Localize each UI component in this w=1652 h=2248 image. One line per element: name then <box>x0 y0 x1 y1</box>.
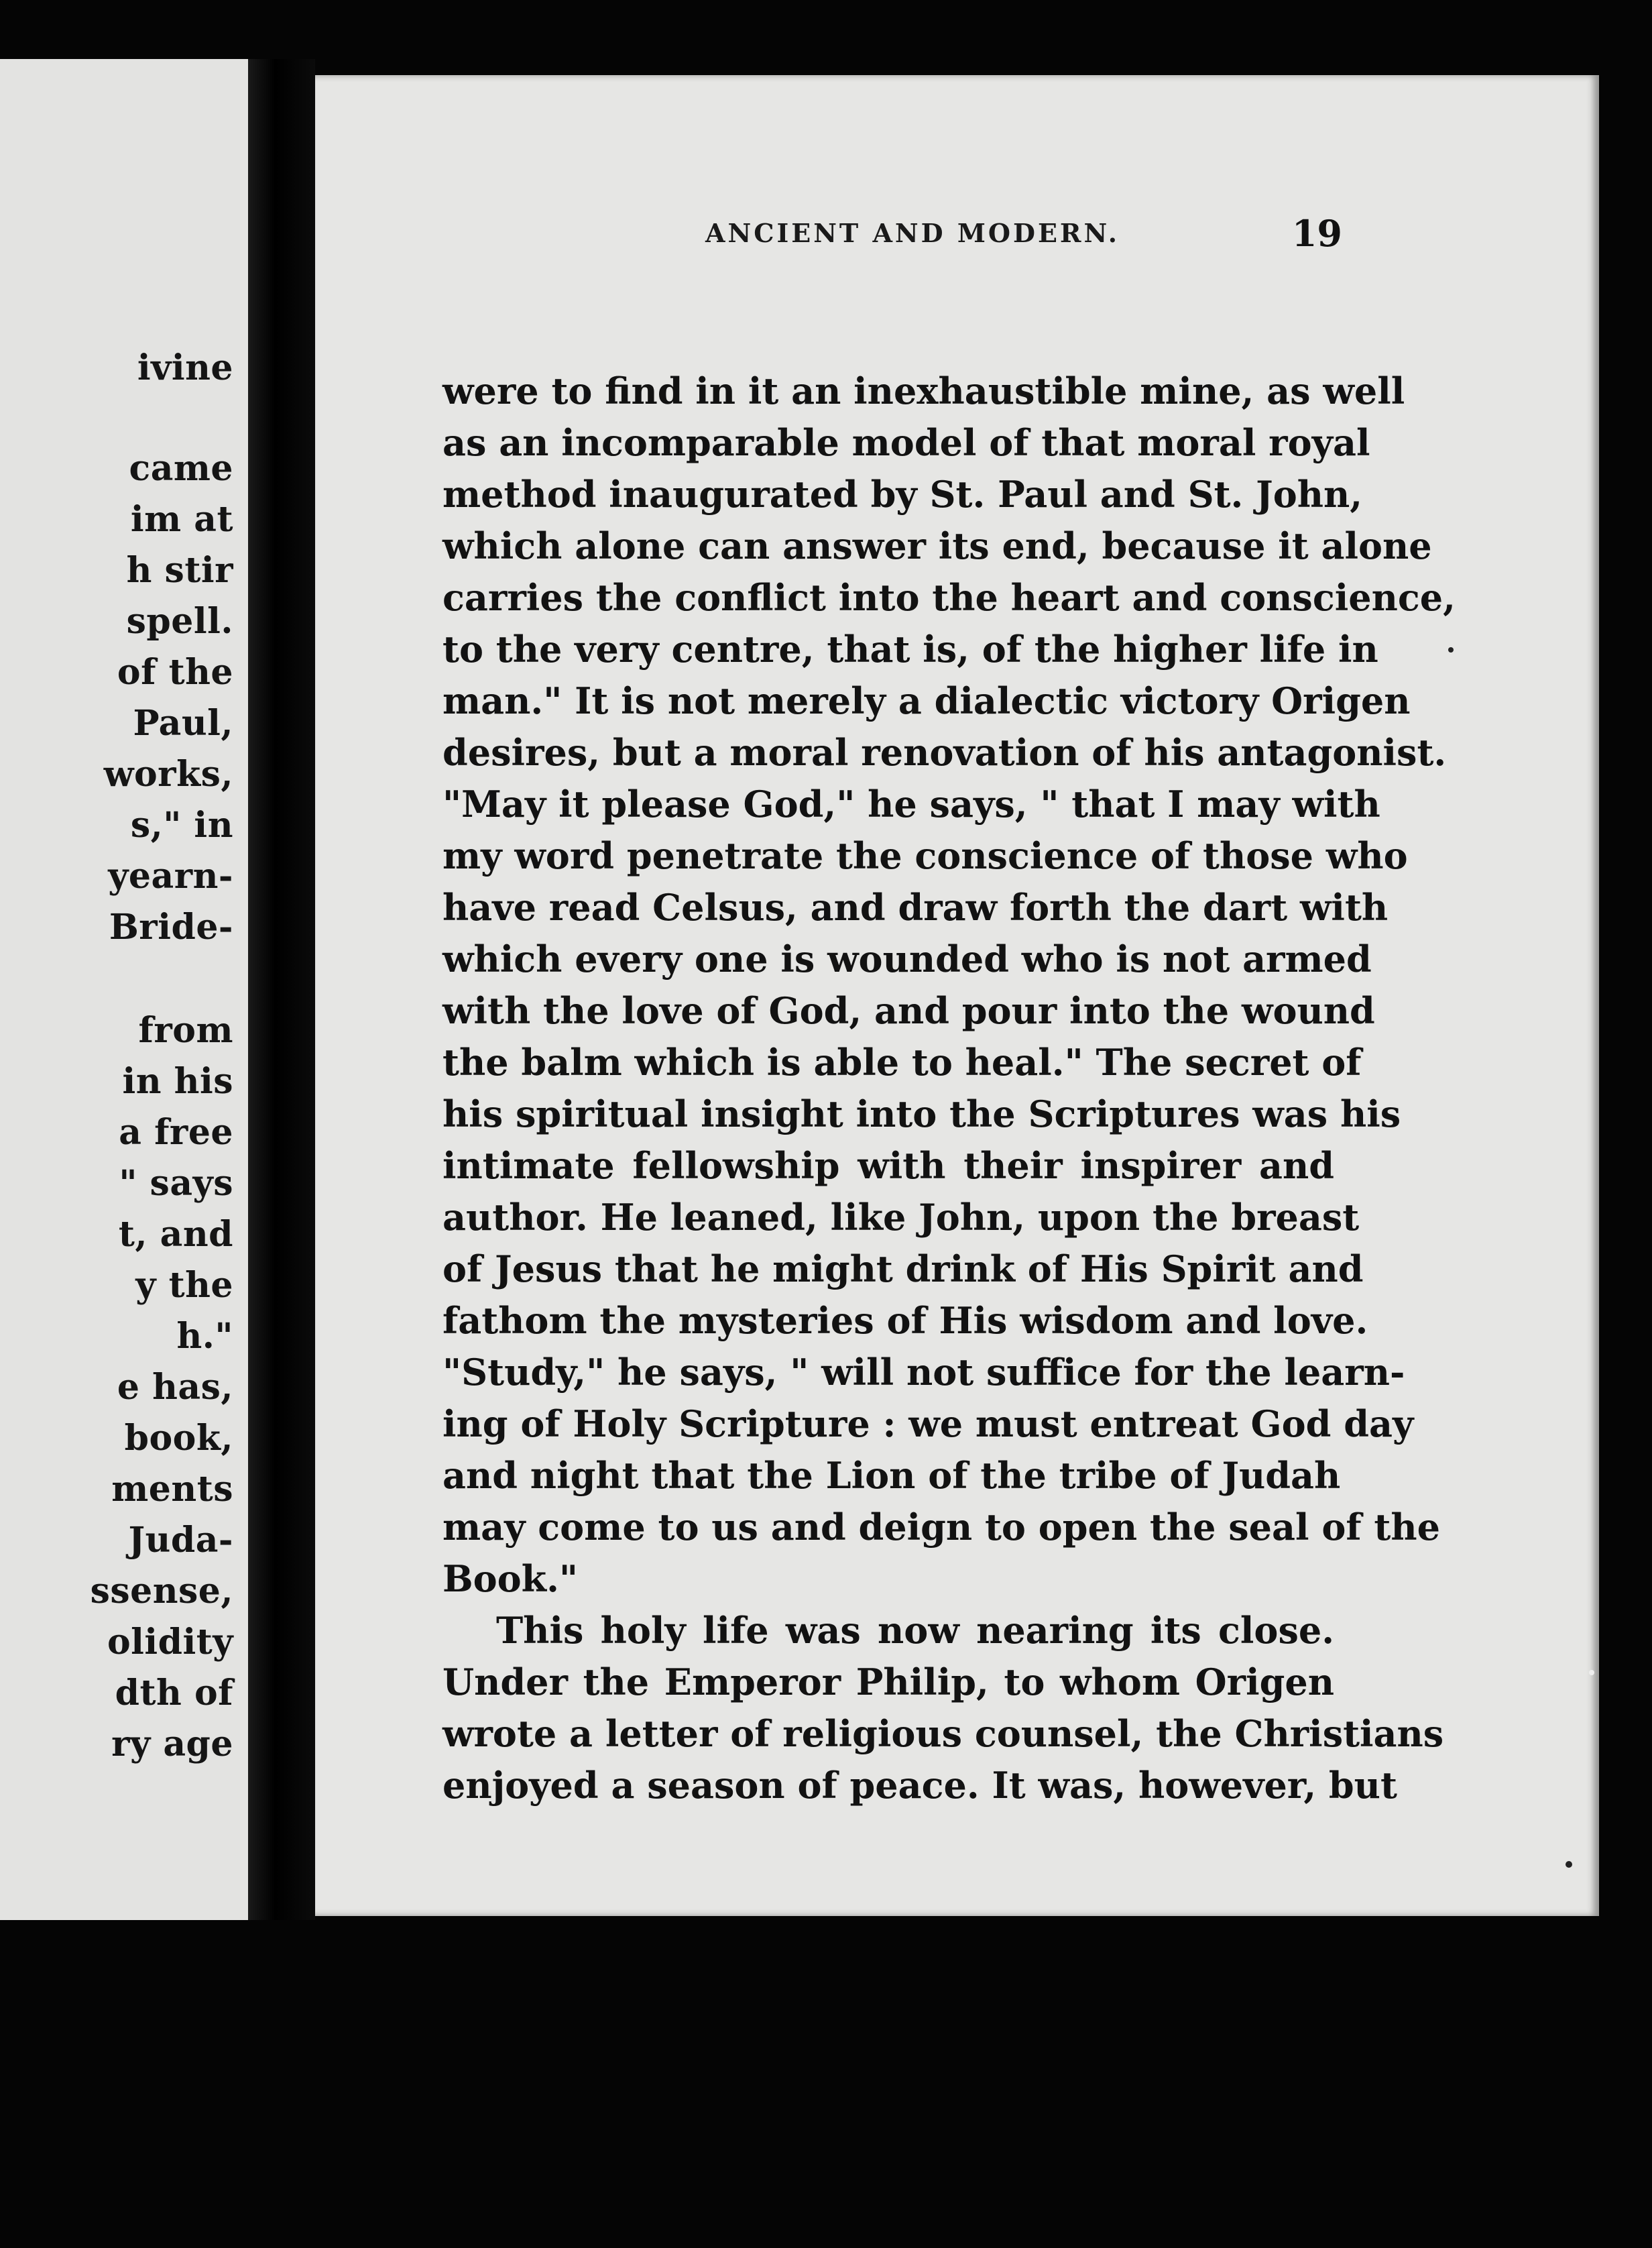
left-text-fragment: ments <box>111 1469 233 1510</box>
left-text-fragment: spell. <box>126 601 233 642</box>
left-text-fragment: s," in <box>130 805 233 846</box>
text-line: may come to us and deign to open the seal of the <box>442 1506 1440 1549</box>
text-line: carries the conflict into the heart and conscience, <box>442 576 1456 619</box>
left-text-fragment: works, <box>103 754 233 795</box>
book-gutter <box>248 59 315 1920</box>
paper-speck <box>1566 1861 1572 1868</box>
text-line: the balm which is able to heal." The secret of <box>442 1041 1362 1084</box>
left-text-fragment: dth of <box>115 1673 233 1713</box>
text-line: Book." <box>442 1557 579 1600</box>
text-line: were to find in it an inexhaustible mine, as well <box>442 370 1405 412</box>
text-line: intimate fellowship with their inspirer and <box>442 1144 1334 1187</box>
left-text-fragment: olidity <box>107 1622 233 1663</box>
left-text-fragment: ry age <box>111 1724 233 1764</box>
left-text-fragment: e has, <box>117 1367 233 1408</box>
page-header <box>390 203 1342 264</box>
text-line: "Study," he says, " will not suffice for the learn- <box>442 1351 1405 1394</box>
left-text-fragment: a free <box>119 1112 233 1153</box>
text-line: my word penetrate the conscience of those who <box>442 834 1408 877</box>
text-line: and night that the Lion of the tribe of Judah <box>442 1454 1341 1497</box>
left-text-fragment: " says <box>119 1163 233 1204</box>
left-text-fragment: from <box>138 1010 233 1051</box>
text-line: fathom the mysteries of His wisdom and love. <box>442 1299 1368 1342</box>
text-line: his spiritual insight into the Scriptures was his <box>442 1092 1401 1135</box>
left-text-fragment: came <box>129 448 233 489</box>
left-text-fragment: in his <box>122 1061 233 1102</box>
left-text-fragment: y the <box>135 1265 233 1306</box>
text-line: method inaugurated by St. Paul and St. John, <box>442 473 1363 516</box>
text-line: with the love of God, and pour into the wound <box>442 989 1375 1032</box>
left-text-fragment: of the <box>117 652 233 693</box>
left-text-fragment: yearn- <box>108 856 233 897</box>
text-line: wrote a letter of religious counsel, the Christians <box>442 1712 1444 1755</box>
left-text-fragment: im at <box>130 499 233 540</box>
left-text-fragment: Paul, <box>133 703 233 744</box>
paper-speck <box>1589 1670 1594 1675</box>
left-text-fragment: ssense, <box>90 1571 233 1612</box>
left-text-fragment: Bride- <box>109 907 233 948</box>
left-text-fragment: h." <box>176 1316 233 1357</box>
text-line: This holy life was now nearing its close. <box>496 1609 1334 1652</box>
text-line: as an incomparable model of that moral royal <box>442 421 1370 464</box>
text-line: ing of Holy Scripture : we must entreat God day <box>442 1402 1414 1445</box>
left-text-fragment: Juda- <box>128 1520 233 1561</box>
text-line: which alone can answer its end, because it alone <box>442 524 1432 567</box>
text-line: Under the Emperor Philip, to whom Origen <box>442 1661 1334 1703</box>
text-line: "May it please God," he says, " that I may with <box>442 783 1380 826</box>
text-line: enjoyed a season of peace. It was, however, but <box>442 1764 1397 1807</box>
text-line: man." It is not merely a dialectic victory Origen <box>442 679 1411 722</box>
running-head: ANCIENT AND MODERN. <box>705 218 1120 248</box>
left-page <box>0 59 248 1920</box>
text-line: have read Celsus, and draw forth the dart with <box>442 886 1389 929</box>
left-text-fragment: ivine <box>137 347 233 388</box>
text-line: to the very centre, that is, of the higher life in <box>442 628 1378 671</box>
text-line: author. He leaned, like John, upon the breast <box>442 1196 1360 1239</box>
paper-speck <box>1448 647 1454 653</box>
text-line: which every one is wounded who is not armed <box>442 938 1372 980</box>
body-text <box>442 366 1456 1811</box>
left-text-fragment: h stir <box>126 550 233 591</box>
left-text-fragment: book, <box>124 1418 233 1459</box>
page-number: 19 <box>1291 212 1342 255</box>
left-text-fragment: t, and <box>118 1214 233 1255</box>
text-line: of Jesus that he might drink of His Spirit and <box>442 1247 1364 1290</box>
text-line: desires, but a moral renovation of his antagonist. <box>442 731 1447 774</box>
